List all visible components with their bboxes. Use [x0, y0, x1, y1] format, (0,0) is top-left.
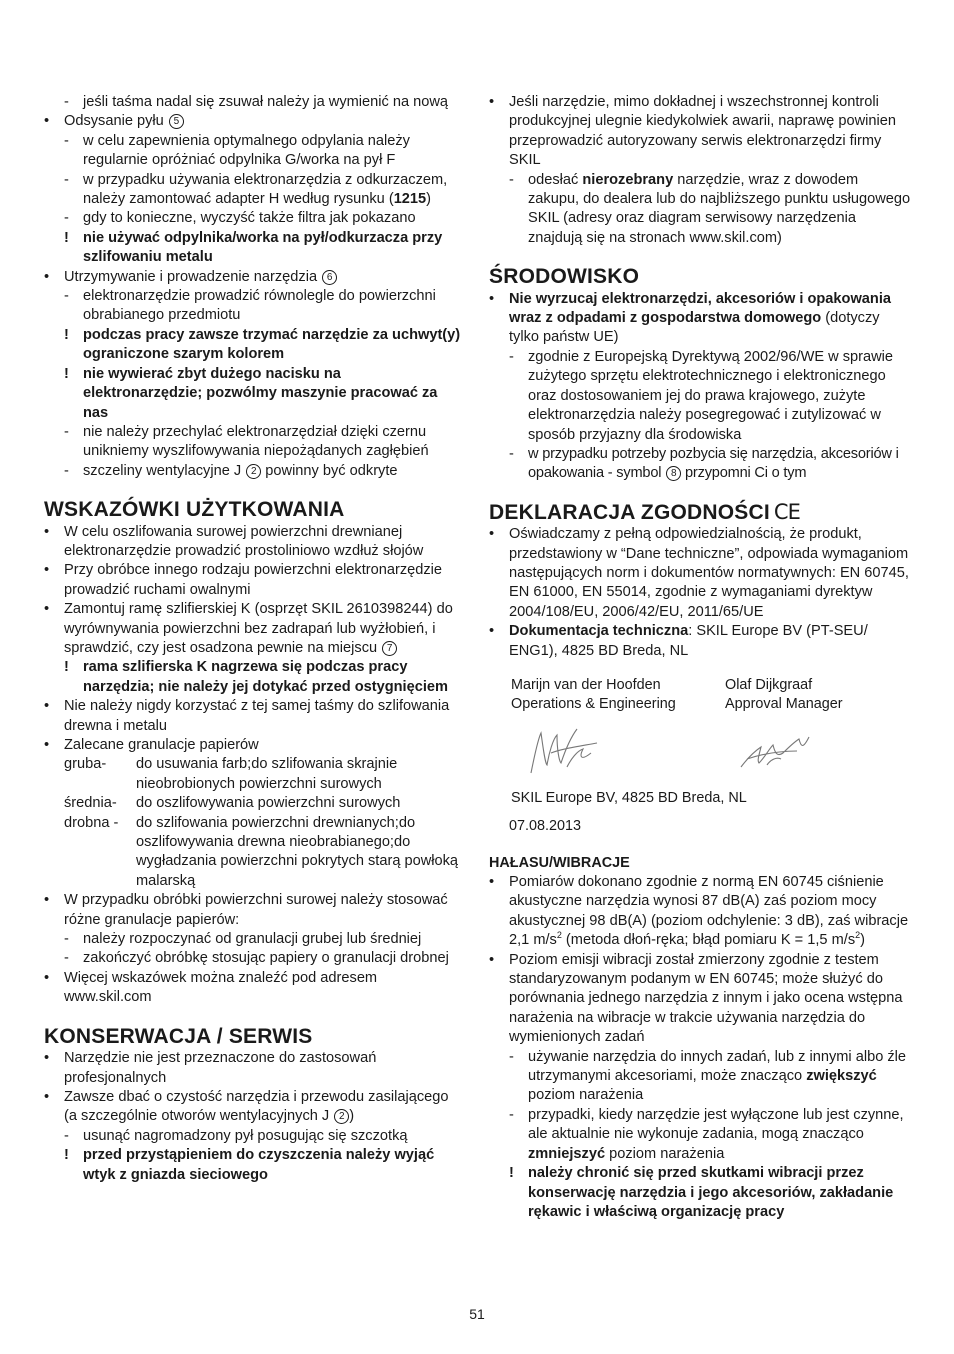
- declaration-date: 07.08.2013: [509, 818, 582, 835]
- section-title-environment: ŚRODOWISKO: [489, 265, 640, 289]
- list-item: - elektronarzędzie prowadzić równolegle do powierzchni obrabianego przedmiotu: [64, 288, 436, 324]
- list-item: • Poziom emisji wibracji został zmierzony zgodnie z testem standaryzowanym podanym w EN 60745; może służyć do porównania jednego narzędzia z innym i jako ocena wstępna narażenia na wibracje w trakcie używania narzędzia do wymienionych zadań: [489, 951, 903, 1046]
- figure-ref-7: 7: [382, 641, 397, 656]
- figure-ref-8: 8: [666, 466, 681, 481]
- section-title-maintenance: KONSERWACJA / SERWIS: [44, 1024, 313, 1048]
- list-item: - zakończyć obróbkę stosując papiery o granulacji drobnej: [64, 950, 449, 967]
- right-column: [489, 93, 913, 1222]
- list-item: • Utrzymywanie i prowadzenie narzędzia 6: [44, 268, 464, 287]
- list-item: - w przypadku używania elektronarzędzia z odkurzaczem, należy zamontować adapter H według rysunku (1215): [64, 171, 448, 208]
- figure-ref-2: 2: [246, 464, 261, 479]
- page-number: 51: [469, 1306, 485, 1322]
- list-item: - nie należy przechylać elektronarzędział dzięki czernu unikniemy wyszlifowywania niepożądanych zagłębień: [64, 423, 429, 460]
- warning-item: ! nie używać odpylnika/worka na pył/odkurzacza przy szlifowaniu metalu: [64, 229, 443, 266]
- list-item: - usunąć nagromadzony pył posugując się szczotką: [64, 1127, 408, 1144]
- warning-item: ! rama szlifierska K nagrzewa się podczas pracy narzędzia; nie należy jej dotykać przed ostygnięciem: [64, 659, 448, 695]
- section-title-declaration: DEKLARACJA ZGODNOŚCI CE: [489, 499, 800, 524]
- list-item: • W przypadku obróbki powierzchni surowej należy stosować różne granulacje papierów:: [44, 892, 448, 928]
- ce-mark: CE: [773, 499, 800, 524]
- grit-table: gruba- do usuwania farb;do szlifowania skrajnie nieobrobionych powierzchni surowych średnia- do oszlifowywania powierzchni surowych drobna - do szlifowania powierzchni drewnianych;do oszlifowywania drewna nieobrabianego;do wygładzania powierzchni pokrytych starą powłoką malarską: [64, 756, 459, 889]
- list-item: - gdy to konieczne, wyczyść także filtra jak pokazano: [64, 210, 416, 227]
- section-title-tips: WSKAZÓWKI UŻYTKOWANIA: [44, 498, 345, 522]
- figure-ref-5: 5: [169, 114, 184, 129]
- list-item: • Więcej wskazówek można znaleźć pod adresem www.skil.com: [44, 969, 378, 1006]
- list-item: • Nie należy nigdy korzystać z tej samej taśmy do szlifowania drewna i metalu: [44, 698, 450, 734]
- signature-2-image: [737, 729, 813, 775]
- list-item: - zgodnie z Europejską Dyrektywą 2002/96/WE w sprawie zużytego sprzętu elektrotechnicznego i elektronicznego oraz dostosowaniem jej do prawa krajowego, zużyte elektronarzędzia należy posegregować i zutylizować w sposób przyjazny dla środowiska: [509, 348, 894, 443]
- left-column: [44, 93, 464, 1185]
- list-item: • Zawsze dbać o czystość narzędzia i przewodu zasilającego (a szczególnie otworów wentylacyjnych J 2 ): [44, 1088, 449, 1125]
- list-item: • Pomiarów dokonano zgodnie z normą EN 60745 ciśnienie akustyczne narzędzia wynosi 87 dB(A) zaś poziom mocy akustycznej 98 dB(A) (poziom odchylenie: 3 dB), zaś wibracje 2,1 $m/s^2$ (metoda dłoń-ręka; błąd pomiaru K = 1,5 $m/s^2$): [489, 874, 909, 949]
- list-item: - używanie narzędzia do innych zadań, lub z innymi albo źle utrzymanymi akcesoriami, może znacząco zwiększyć poziom narażenia: [509, 1048, 907, 1104]
- section-title-noise: HAŁASU/WIBRACJE: [489, 854, 630, 871]
- list-item: - przypadki, kiedy narzędzie jest wyłączone lub jest czynne, ale aktualnie nie wykonuje zadania, mogą znacząco zmniejszyć poziom narażenia: [509, 1106, 904, 1162]
- signatories: Marijn van der Hoofden Olaf Dijkgraaf Operations & Engineering Approval Manager: [511, 676, 843, 713]
- warning-item: ! nie wywierać zbyt dużego nacisku na elektronarzędzie; pozwólmy maszynie pracować za nas: [64, 365, 438, 421]
- list-item: - w przypadku potrzeby pozbycia się narzędzia, akcesoriów i opakowania - symbol 8 przypomni Ci o tym: [509, 445, 899, 482]
- list-item: - jeśli taśma nadal się zsuwał należy ja wymienić na nową: [64, 94, 449, 110]
- figure-ref-2: 2: [334, 1109, 349, 1124]
- list-item: • Zamontuj ramę szlifierskiej K (osprzęt SKIL 2610398244) do wyrównywania powierzchni bez zadrapań lub wyżłobień, i sprawdzić, czy jest osadzona pewnie na miejscu 7: [44, 601, 453, 656]
- list-item: • Zalecane granulacje papierów: [44, 737, 259, 753]
- list-item: - odesłać nierozebrany narzędzie, wraz z dowodem zakupu, do dealera lub do najbliższego punktu usługowego SKIL (adresy oraz diagram serwisowy narzędzenia znajdują się na stronach www.skil.com): [509, 171, 911, 246]
- signature-1-image: [527, 723, 603, 779]
- company-address: SKIL Europe BV, 4825 BD Breda, NL: [511, 789, 747, 806]
- signature-area: [489, 715, 913, 789]
- warning-item: ! podczas pracy zawsze trzymać narzędzie za uchwyt(y) ograniczone szarym kolorem: [64, 326, 461, 363]
- list-item: - szczeliny wentylacyjne J 2 powinny być odkryte: [64, 462, 398, 479]
- list-item: - w celu zapewnienia optymalnego odpylania należy regularnie opróżniać odpylnika G/worka na pył F: [64, 132, 410, 169]
- list-item: • Narzędzie nie jest przeznaczone do zastosowań profesjonalnych: [44, 1050, 377, 1086]
- list-item: • Jeśli narzędzie, mimo dokładnej i wszechstronnej kontroli produkcyjnej ulegnie kiedykolwiek awarii, naprawę powinien przeprowadzić autoryzowany serwis elektronarzędzi firmy SKIL: [489, 94, 896, 169]
- list-item: - należy rozpoczynać od granulacji grubej lub średniej: [64, 931, 422, 948]
- list-item: • W celu oszlifowania surowej powierzchni drewnianej elektronarzędzie prowadzić prostoliniowo wzdłuż słojów: [44, 523, 424, 559]
- list-item: • Odsysanie pyłu 5: [44, 112, 464, 131]
- figure-ref-6: 6: [322, 270, 337, 285]
- list-item: • Przy obróbce innego rodzaju powierzchni elektronarzędzie prowadzić ruchami owalnymi: [44, 562, 443, 598]
- warning-item: ! należy chronić się przed skutkami wibracji przez konserwację narzędzia i jego akcesoriów, zakładanie rękawic i właściwą organizację pracy: [509, 1165, 894, 1220]
- list-item: • Oświadczamy z pełną odpowiedzialnością, że produkt, przedstawiony w “Dane techniczne”, odpowiada wymaganiom następujących norm i dokumentów normatywnych: EN 60745, EN 61000, EN 55014, zgodnie z wymaganiami dyrektyw 2004/108/EU, 2006/42/EU, 2011/65/UE: [489, 526, 909, 620]
- warning-item: ! przed przystąpieniem do czyszczenia należy wyjąć wtyk z gniazda sieciowego: [64, 1147, 435, 1183]
- list-item: • Nie wyrzucaj elektronarzędzi, akcesoriów i opakowania wraz z odpadami z gospodarstwa domowego (dotyczy tylko państw UE): [489, 290, 892, 346]
- list-item: • Dokumentacja techniczna: SKIL Europe BV (PT-SEU/ ENG1), 4825 BD Breda, NL: [489, 623, 868, 659]
